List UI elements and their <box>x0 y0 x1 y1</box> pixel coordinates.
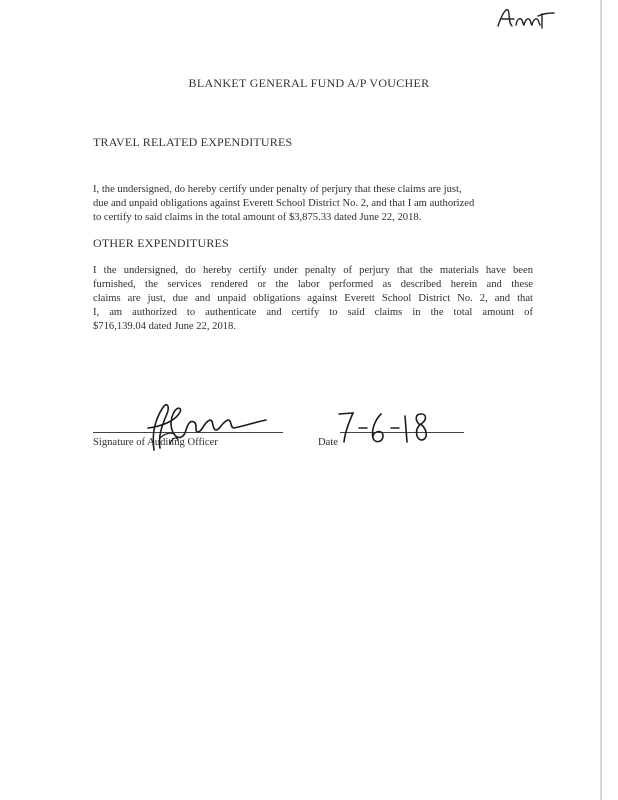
travel-line: to certify to said claims in the total amount of $3,875.33 dated June 22, 2018. <box>93 212 422 223</box>
date-label: Date <box>318 437 338 448</box>
other-line: claims are just, due and unpaid obligations against Everett School District No. 2, and that <box>93 293 533 304</box>
signature-scribble <box>124 398 274 456</box>
handwritten-date <box>335 408 435 446</box>
handwritten-initials <box>494 4 558 32</box>
travel-paragraph <box>93 183 533 225</box>
travel-line: I, the undersigned, do hereby certify under penalty of perjury that these claims are just, <box>93 184 462 195</box>
other-heading: OTHER EXPENDITURES <box>93 236 229 250</box>
other-line: $716,139.04 dated June 22, 2018. <box>93 321 237 332</box>
document-title: BLANKET GENERAL FUND A/P VOUCHER <box>188 76 430 90</box>
other-line: I, am authorized to authenticate and certify to said claims in the total amount of <box>93 307 533 318</box>
other-paragraph <box>93 264 533 334</box>
travel-line: due and unpaid obligations against Everett School District No. 2, and that I am authorized <box>93 198 475 209</box>
page-edge <box>600 0 602 800</box>
other-line: furnished, the services rendered or the labor performed as described herein and these <box>93 279 533 290</box>
signature-label: Signature of Auditing Officer <box>93 437 218 448</box>
other-line: I the undersigned, do hereby certify under penalty of perjury that the materials have been <box>93 265 533 276</box>
travel-heading: TRAVEL RELATED EXPENDITURES <box>93 135 293 149</box>
